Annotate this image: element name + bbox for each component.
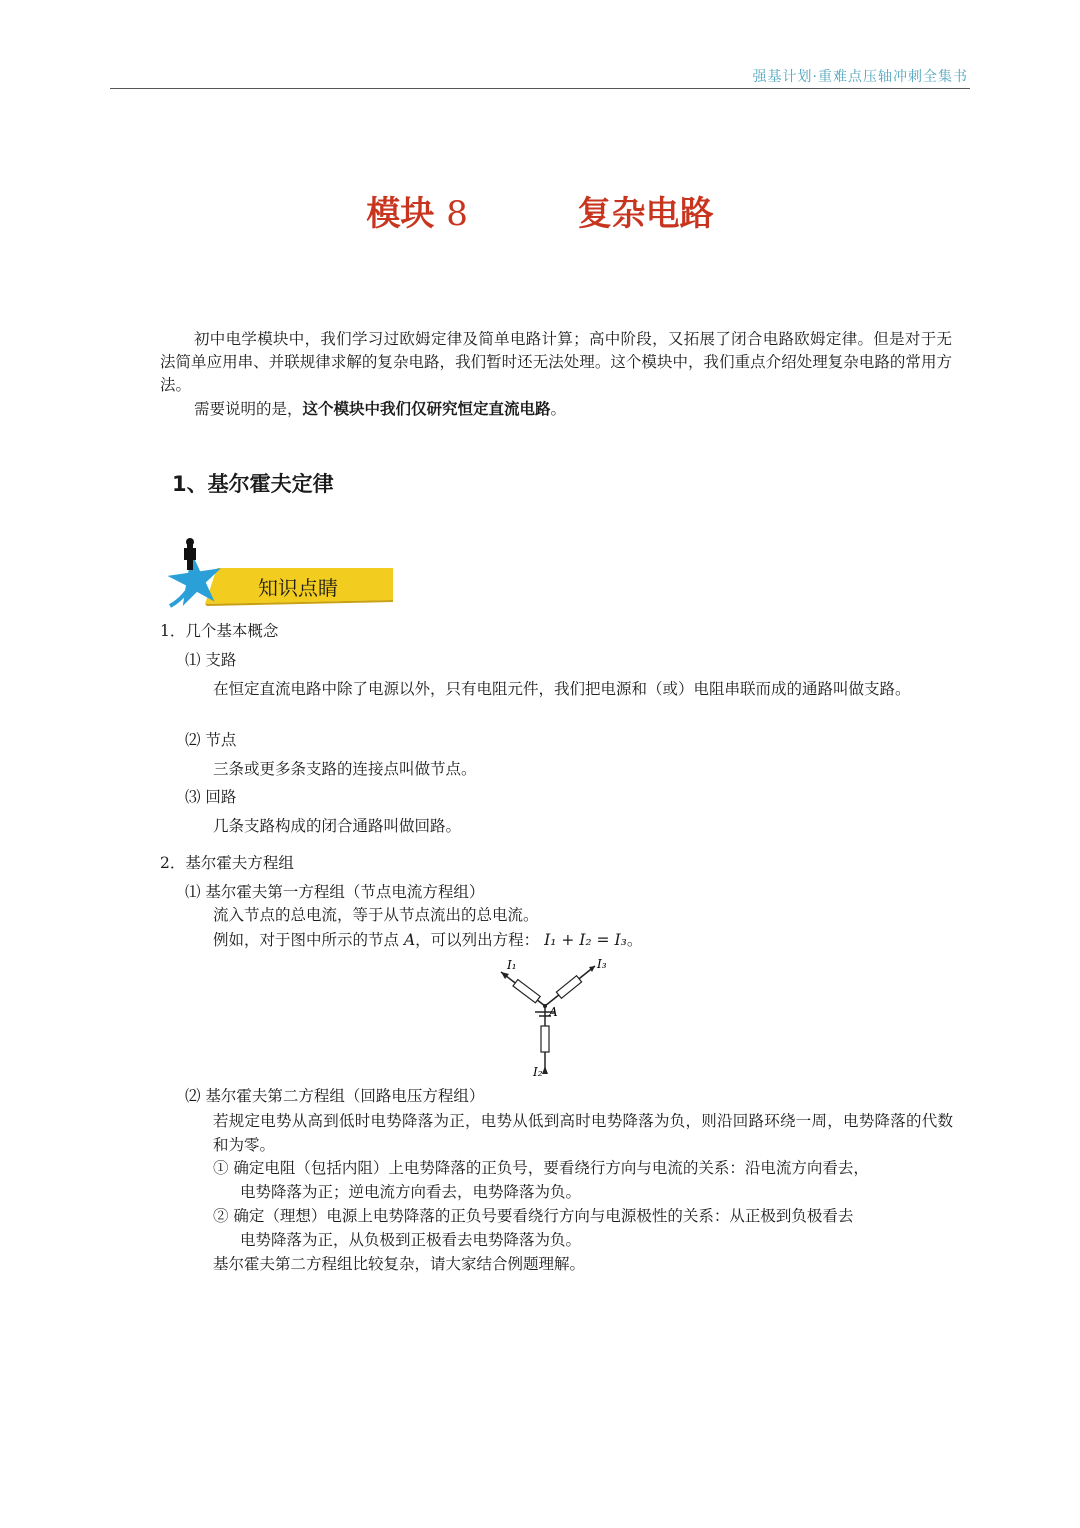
closing-note: 基尔霍夫第二方程组比较复杂，请大家结合例题理解。 [213, 1255, 586, 1273]
first-law-example: 例如，对于图中所示的节点 A，可以列出方程： I₁ + I₂ = I₃。 [213, 931, 643, 949]
node-title: ⑵ 节点 [185, 731, 237, 749]
first-law-text: 流入节点的总电流，等于从节点流出的总电流。 [213, 906, 539, 924]
kirchhoff-node-diagram [495, 954, 607, 1080]
intro-section [160, 328, 952, 421]
intro-paragraph-2: 需要说明的是，这个模块中我们仅研究恒定直流电路。 [194, 399, 567, 418]
rule-1: ① 确定电阻（包括内阻）上电势降落的正负号，要看绕行方向与电流的关系：沿电流方向看去， [213, 1159, 869, 1177]
equations-heading: 2．基尔霍夫方程组 [160, 854, 294, 872]
rule-2: ② 确定（理想）电源上电势降落的正负号要看绕行方向与电源极性的关系：从正极到负极看去 [213, 1207, 854, 1225]
header-series-title: 强基计划·重难点压轴冲刺全集书 [752, 69, 968, 85]
node-label-inline: A [403, 931, 416, 949]
label-node-a: A [549, 1005, 558, 1019]
rule-2-continued: 电势降落为正，从负极到正极看去电势降落为负。 [240, 1231, 582, 1249]
intro-emphasis: 这个模块中我们仅研究恒定直流电路 [302, 399, 551, 418]
branch-title: ⑴ 支路 [185, 651, 237, 669]
section-heading: 1、基尔霍夫定律 [172, 472, 334, 496]
label-i3: I₃ [597, 957, 607, 971]
second-law-title: ⑵ 基尔霍夫第二方程组（回路电压方程组） [185, 1087, 485, 1105]
node-text: 三条或更多条支路的连接点叫做节点。 [213, 760, 477, 778]
title-number: 8 [446, 194, 468, 234]
current-equation: I₁ + I₂ = I₃ [544, 931, 627, 949]
rule-1-continued: 电势降落为正；逆电流方向看去，电势降落为负。 [240, 1183, 582, 1201]
branch-text: 在恒定直流电路中除了电源以外，只有电阻元件，我们把电源和（或）电阻串联而成的通路叫做支路。 [213, 680, 911, 698]
concepts-heading: 1．几个基本概念 [160, 622, 279, 640]
label-i2: I₂ [533, 1065, 543, 1079]
header-divider [110, 88, 970, 89]
first-law-title: ⑴ 基尔霍夫第一方程组（节点电流方程组） [185, 883, 485, 901]
loop-title: ⑶ 回路 [185, 788, 237, 806]
knowledge-banner-label: 知识点睛 [258, 576, 338, 600]
title-module: 模块 [366, 194, 435, 234]
title-topic: 复杂电路 [577, 194, 714, 234]
second-law-text: 若规定电势从高到低时电势降落为正，电势从低到高时电势降落为负，则沿回路环绕一周，电势降落的代数和为零。 [213, 1112, 953, 1154]
loop-text: 几条支路构成的闭合通路叫做回路。 [213, 817, 462, 835]
page-title [0, 186, 1080, 235]
intro-paragraph-1: 初中电学模块中，我们学习过欧姆定律及简单电路计算；高中阶段，又拓展了闭合电路欧姆定律。但是对于无法简单应用串、并联规律求解的复杂电路，我们暂时还无法处理。这个模块中，我们重点介绍处理复杂电路的常用方法。 [160, 330, 952, 394]
label-i1: I₁ [507, 958, 517, 972]
